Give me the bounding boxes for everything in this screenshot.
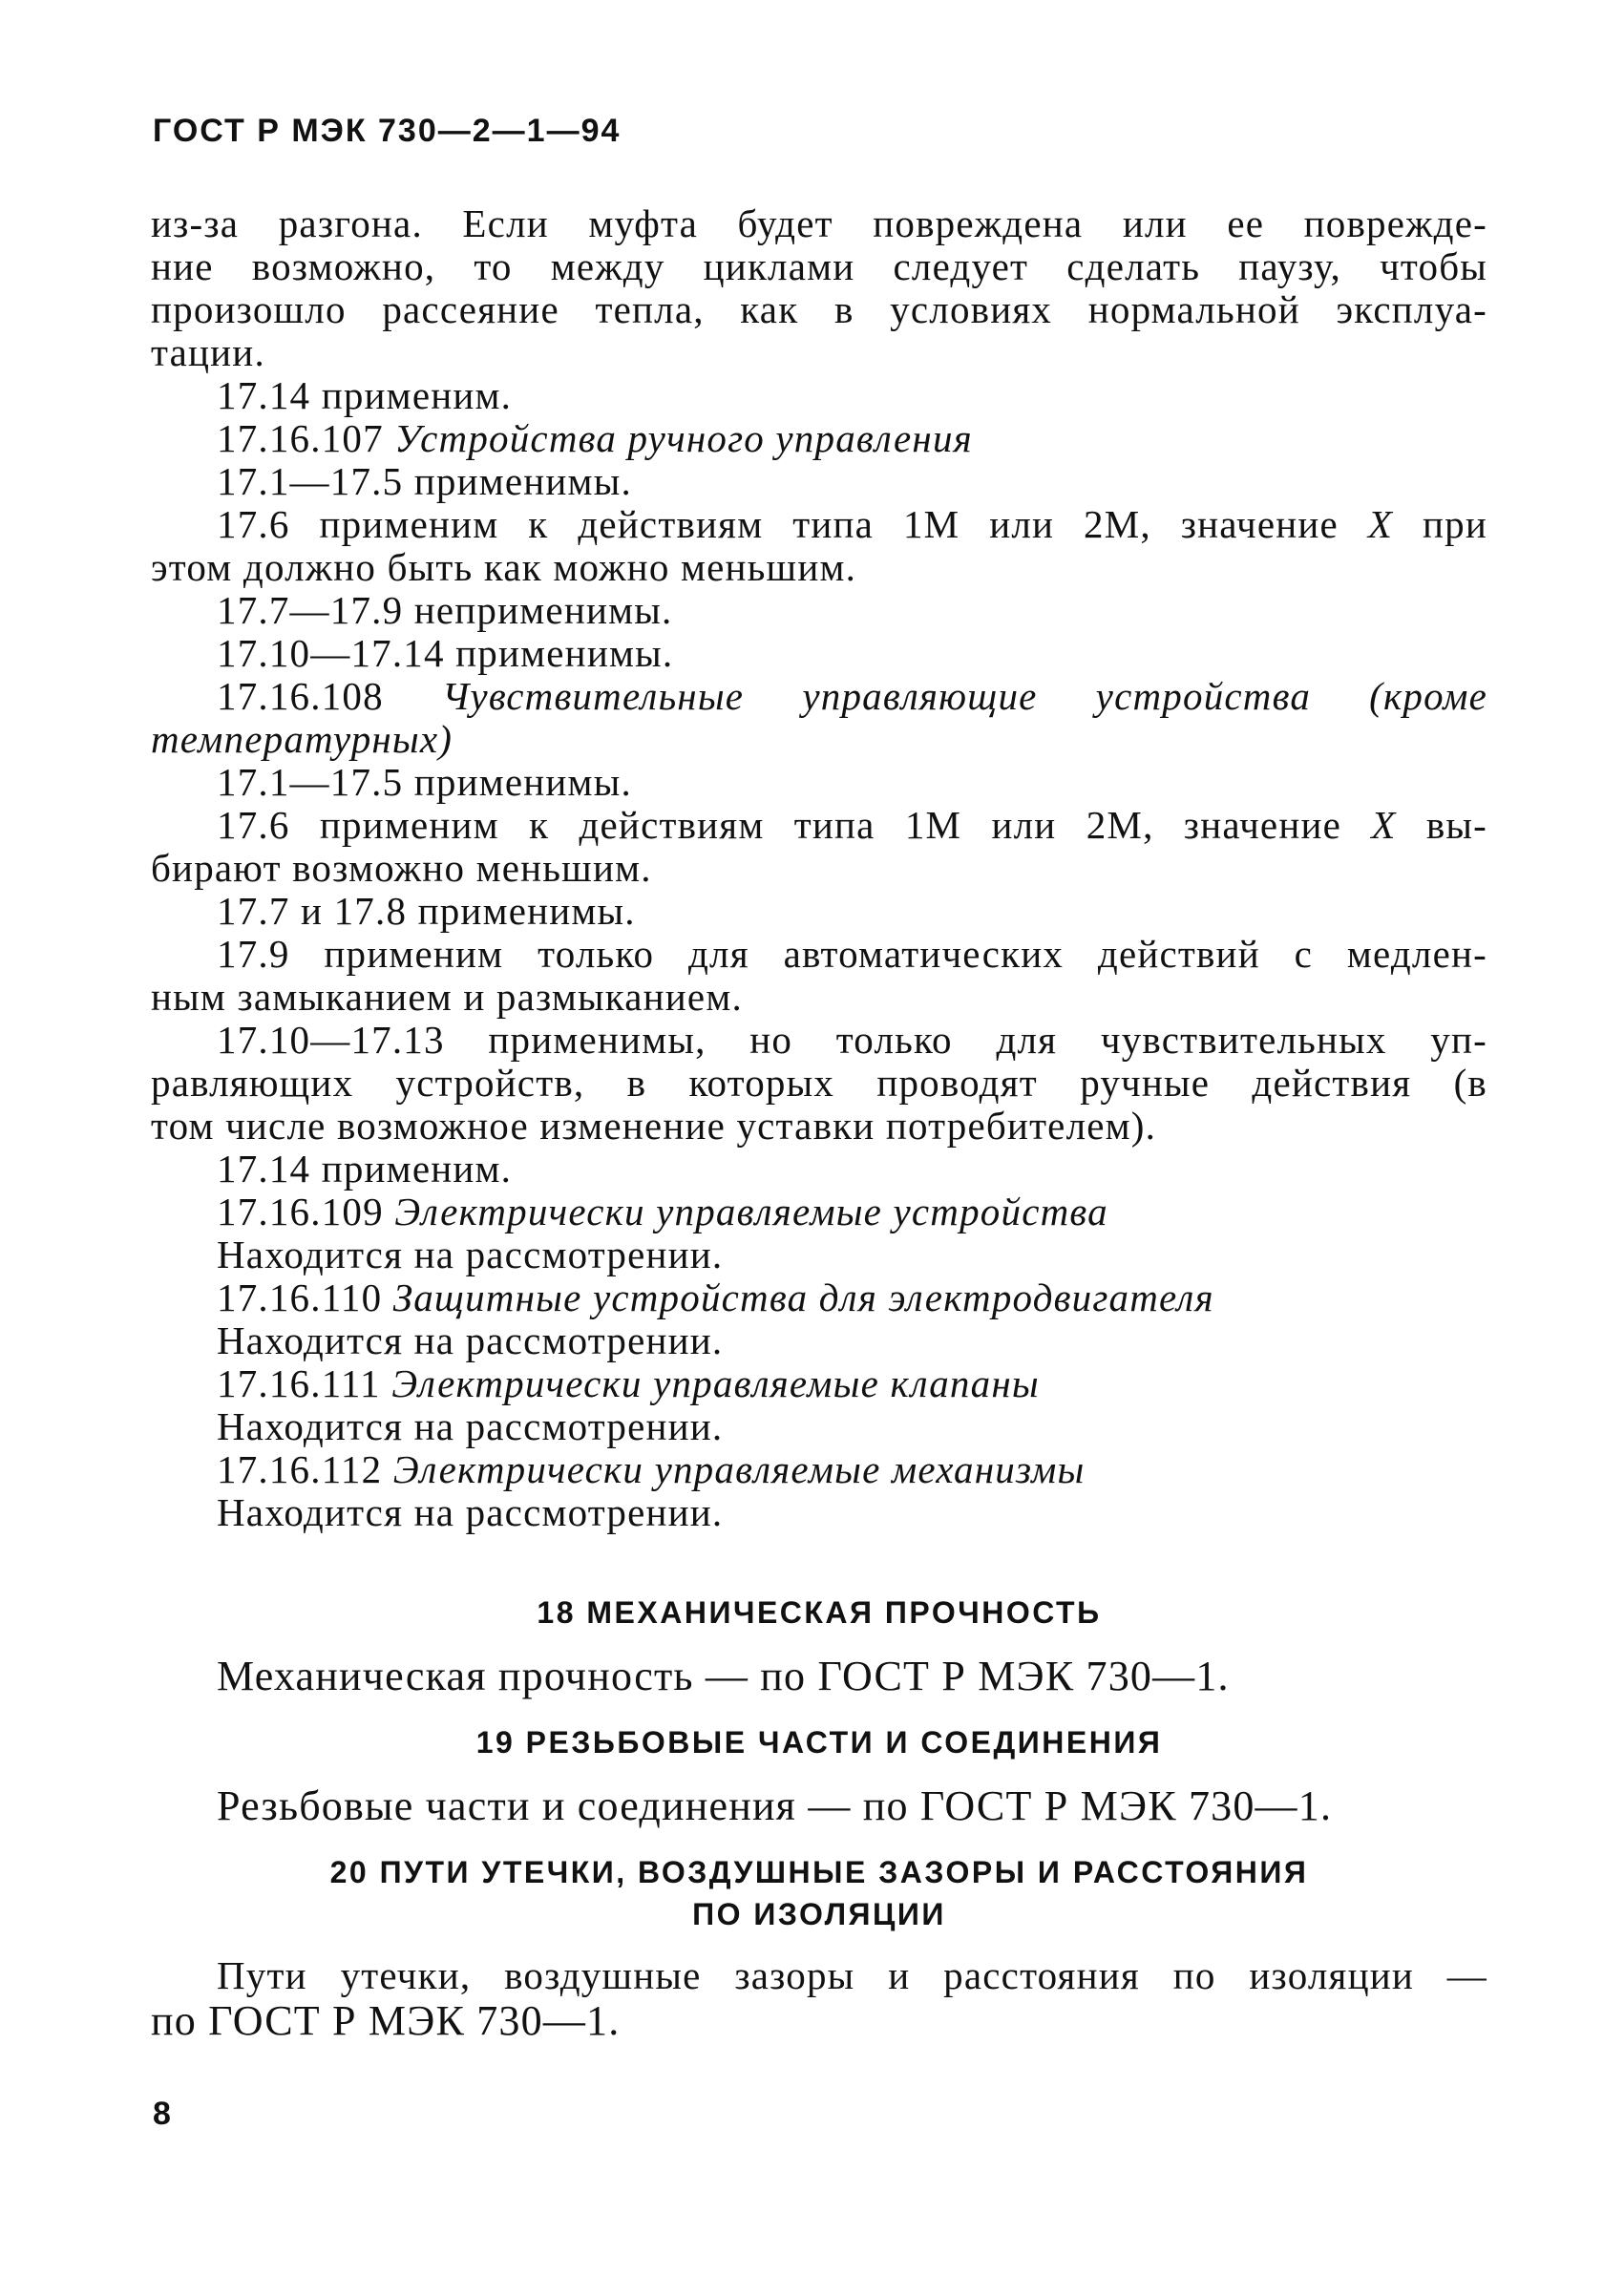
clause-note: Находится на рассмотрении. xyxy=(217,1404,724,1448)
clause-line xyxy=(151,804,1487,847)
clause-note: Находится на рассмотрении. xyxy=(217,1318,724,1362)
clause-number: 17.16.108 xyxy=(217,674,384,718)
clause-number: 17.16.107 xyxy=(217,416,384,460)
clause-heading xyxy=(151,675,1487,718)
clause-line: 17.14 применим. xyxy=(217,1147,513,1191)
text-line: равляющих устройств, в которых проводят ручные действия (в xyxy=(151,1061,1487,1105)
section-text-19: Резьбовые части и соединения — по ГОСТ Р МЭК 730—1. xyxy=(217,1782,1333,1829)
clause-line: 17.10—17.13 применимы, но только для чувствительных уп- xyxy=(217,1018,1487,1062)
clause-title-continuation: температурных) xyxy=(151,717,453,761)
clause-heading xyxy=(151,1448,1487,1491)
clause-title: Защитные устройства для электродвигателя xyxy=(392,1276,1214,1319)
variable-x: X xyxy=(1367,502,1394,546)
section-heading-18: 18 МЕХАНИЧЕСКАЯ ПРОЧНОСТЬ xyxy=(537,1595,1102,1630)
clause-number: 17.16.111 xyxy=(217,1361,381,1405)
clause-heading xyxy=(151,417,1487,460)
text-run: 17.6 применим к действиям типа 1М или 2М, значение xyxy=(217,803,1341,847)
clause-note: Находится на рассмотрении. xyxy=(217,1233,724,1276)
text-run: вы- xyxy=(1425,803,1488,847)
text-line: произошло рассеяние тепла, как в условиях нормальной эксплуа- xyxy=(151,287,1487,331)
clause-line: 17.7—17.9 неприменимы. xyxy=(217,588,673,632)
text-line: бирают возможно меньшим. xyxy=(151,846,652,890)
section-heading-19: 19 РЕЗЬБОВЫЕ ЧАСТИ И СОЕДИНЕНИЯ xyxy=(475,1725,1163,1760)
clause-heading xyxy=(151,1362,1487,1405)
text-line: ным замыканием и размыканием. xyxy=(151,975,743,1019)
clause-title: Устройства ручного управления xyxy=(394,416,973,460)
text-line: из-за разгона. Если муфта будет повреждена или ее поврежде- xyxy=(151,201,1487,245)
page-body xyxy=(151,202,1487,2045)
clause-line: 17.1—17.5 применимы. xyxy=(217,459,632,503)
clause-title: Электрически управляемые клапаны xyxy=(391,1361,1040,1405)
text-run: 17.6 применим к действиям типа 1М или 2М, значение xyxy=(217,502,1339,546)
text-line: том числе возможное изменение уставки потребителем). xyxy=(151,1104,1157,1148)
clause-number: 17.16.112 xyxy=(217,1447,383,1491)
section-heading-20-continuation: ПО ИЗОЛЯЦИИ xyxy=(692,1897,946,1931)
running-header: ГОСТ Р МЭК 730—2—1—94 xyxy=(153,113,622,149)
clause-line: 17.9 применим только для автоматических действий с медлен- xyxy=(217,932,1487,976)
section-text-18: Механическая прочность — по ГОСТ Р МЭК 730—1. xyxy=(217,1653,1230,1699)
clause-line xyxy=(151,503,1487,546)
clause-line: 17.14 применим. xyxy=(217,373,513,417)
section-text-20-continuation: по ГОСТ Р МЭК 730—1. xyxy=(151,1997,621,2044)
variable-x: X xyxy=(1371,803,1397,847)
clause-title: Электрически управляемые устройства xyxy=(394,1190,1108,1233)
page-number: 8 xyxy=(153,2096,171,2132)
section-text-20: Пути утечки, воздушные зазоры и расстояния по изоляции — xyxy=(217,1953,1487,1997)
section-heading-20: 20 ПУТИ УТЕЧКИ, ВОЗДУШНЫЕ ЗАЗОРЫ И РАССТОЯНИЯ xyxy=(329,1855,1309,1889)
clause-line: 17.10—17.14 применимы. xyxy=(217,631,674,675)
clause-number: 17.16.110 xyxy=(217,1276,383,1319)
clause-line: 17.1—17.5 применимы. xyxy=(217,760,632,804)
text-line: этом должно быть как можно меньшим. xyxy=(151,545,857,589)
text-line: ние возможно, то между циклами следует сделать паузу, чтобы xyxy=(151,244,1487,288)
clause-title: Электрически управляемые механизмы xyxy=(392,1447,1086,1491)
text-run: при xyxy=(1423,502,1487,546)
clause-note: Находится на рассмотрении. xyxy=(217,1490,724,1534)
clause-number: 17.16.109 xyxy=(217,1190,384,1233)
clause-heading xyxy=(151,1276,1487,1319)
clause-title: Чувствительные управляющие устройства (кроме xyxy=(441,674,1487,718)
text-line: тации. xyxy=(151,330,265,374)
clause-heading xyxy=(151,1191,1487,1233)
clause-line: 17.7 и 17.8 применимы. xyxy=(217,889,636,933)
